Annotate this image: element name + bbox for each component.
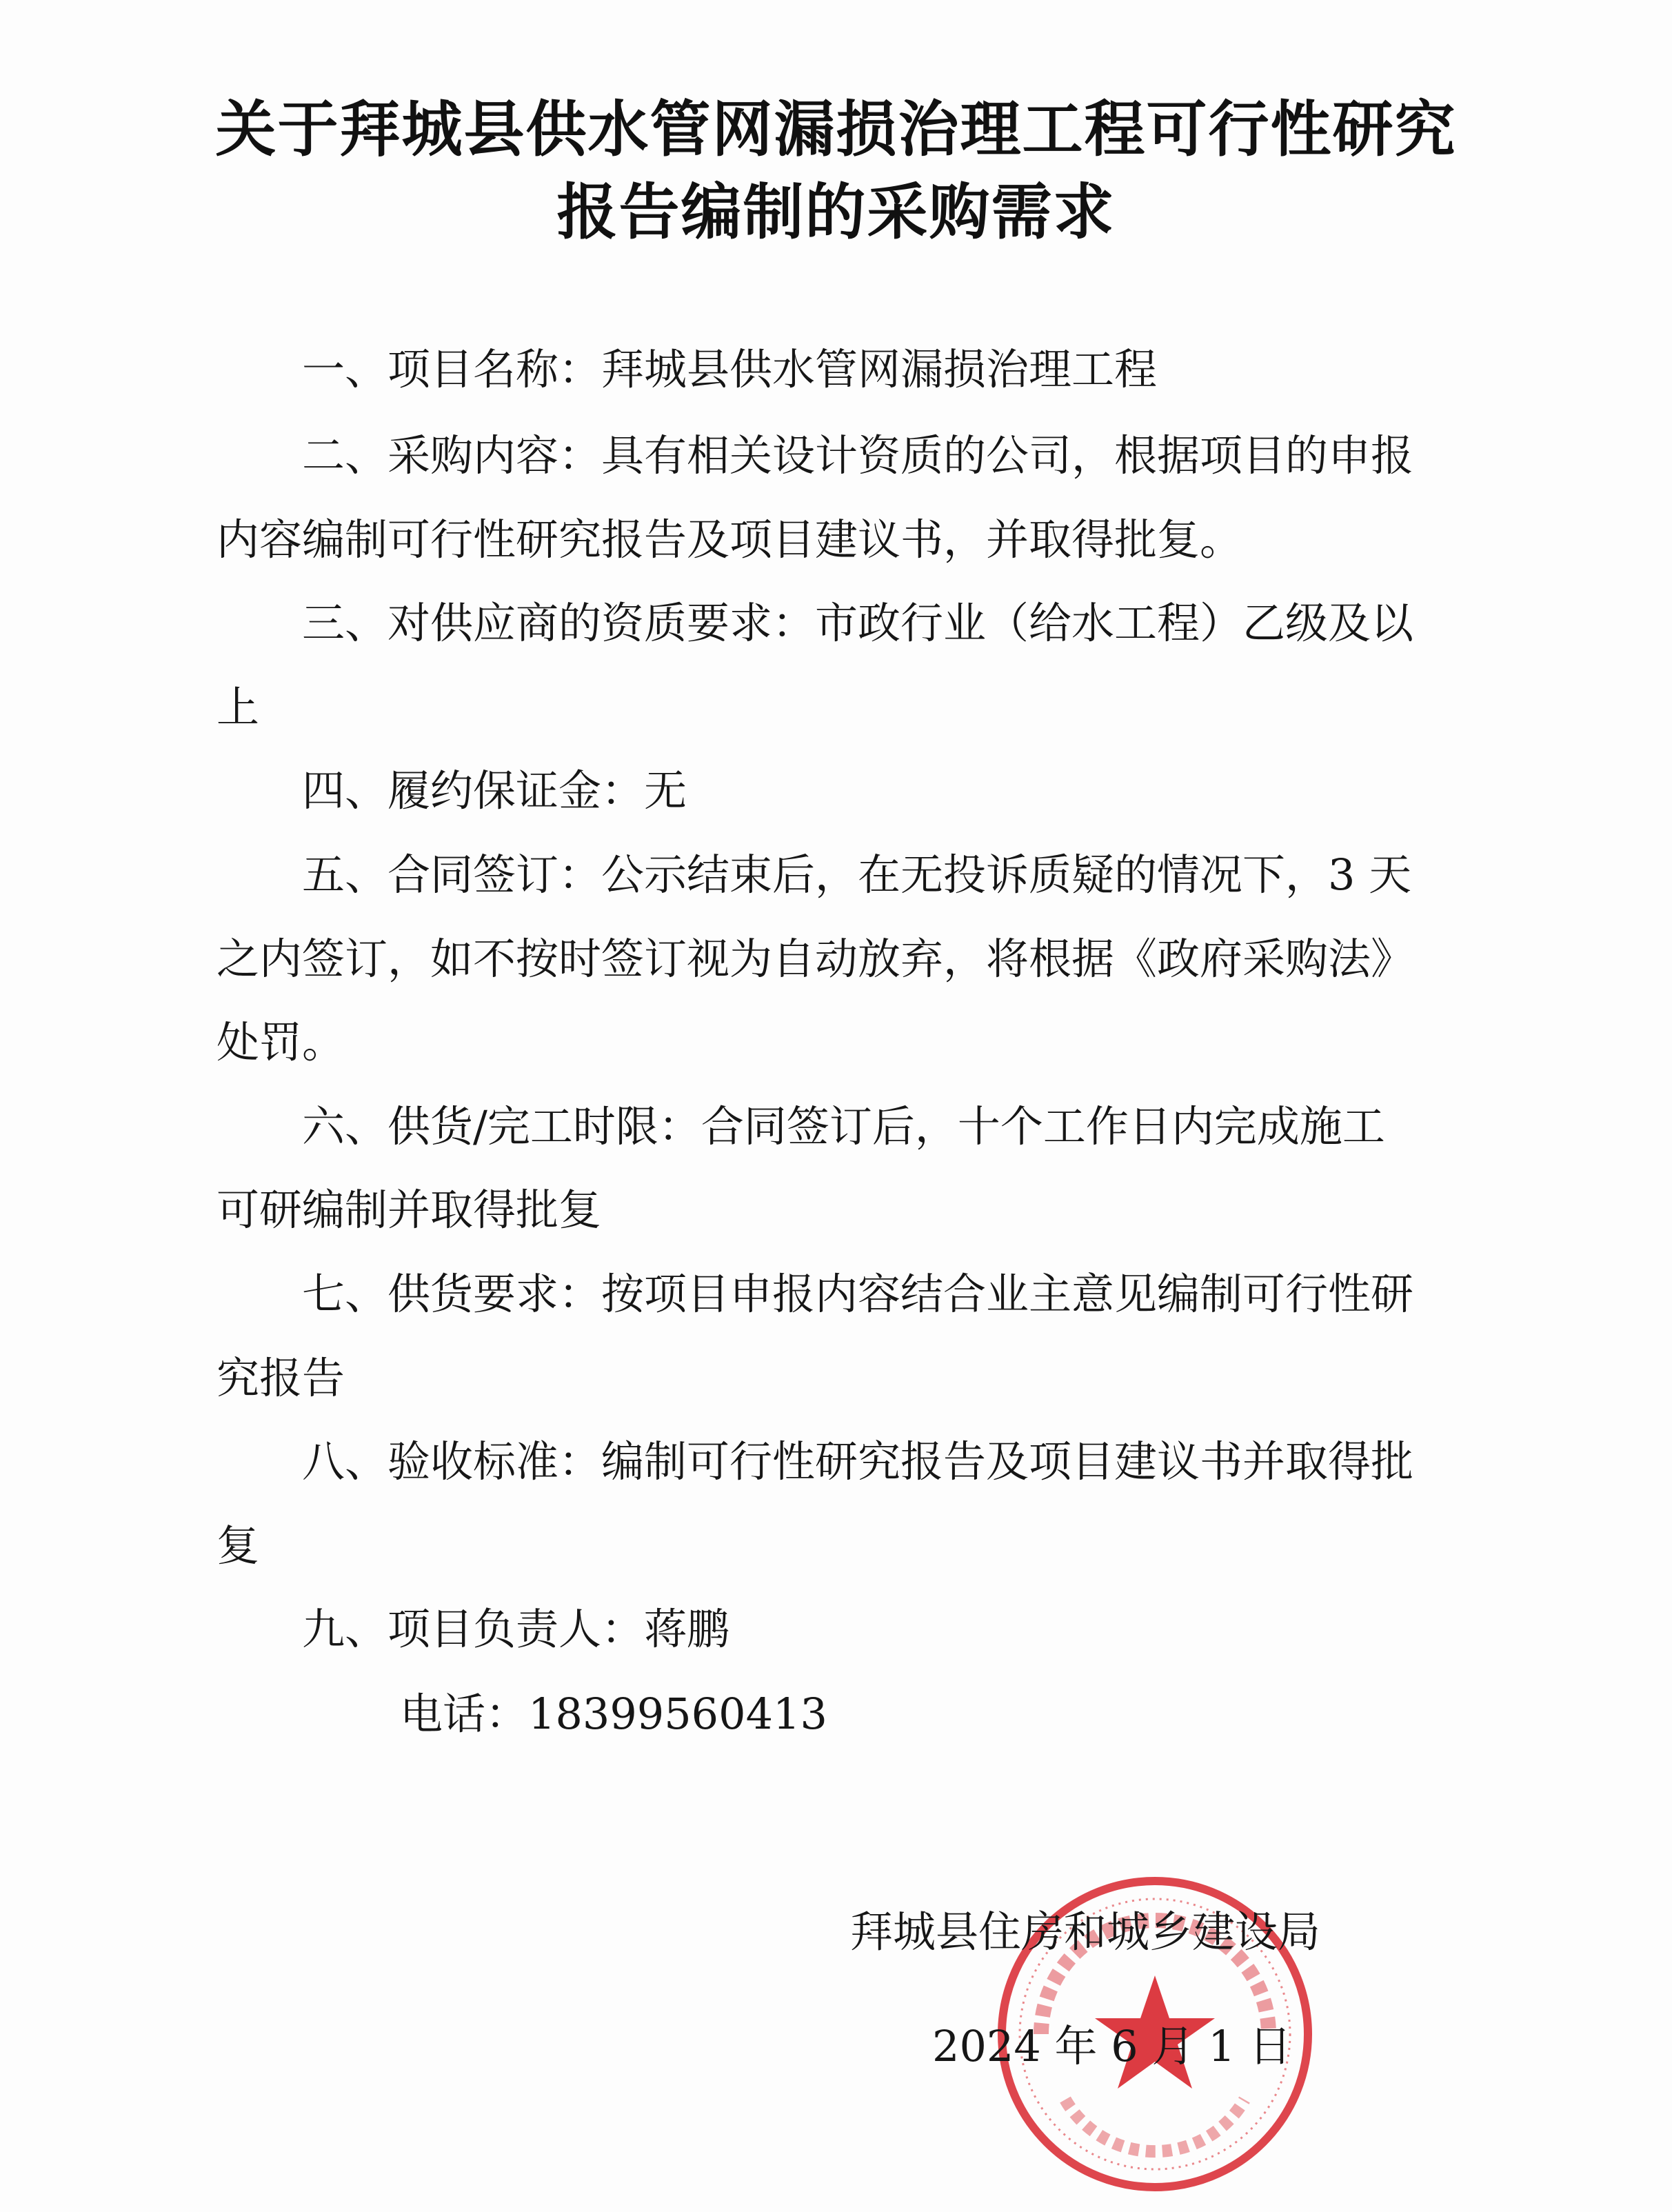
document-title-line-1: 关于拜城县供水管网漏损治理工程可行性研究	[215, 94, 1457, 165]
item-7-requirements: 七、供货要求：按项目申报内容结合业主意见编制可行性研	[302, 1269, 1414, 1319]
item-8-acceptance: 八、验收标准：编制可行性研究报告及项目建议书并取得批	[302, 1436, 1414, 1487]
item-6-deadline: 六、供货/完工时限：合同签订后，十个工作日内完成施工	[302, 1101, 1385, 1152]
item-2-procurement-content-cont: 内容编制可行性研究报告及项目建议书，并取得批复。	[216, 514, 1243, 565]
item-2-procurement-content: 二、采购内容：具有相关设计资质的公司，根据项目的申报	[302, 430, 1414, 481]
item-9-contact-person: 九、项目负责人：蒋鹏	[302, 1604, 730, 1654]
phone-number: 电话：18399560413	[400, 1689, 827, 1739]
issuing-organization: 拜城县住房和城乡建设局	[850, 1907, 1321, 1957]
item-3-qualification: 三、对供应商的资质要求：市政行业（给水工程）乙级及以	[302, 598, 1414, 648]
item-8-acceptance-cont: 复	[216, 1520, 260, 1571]
item-6-deadline-cont: 可研编制并取得批复	[216, 1185, 602, 1235]
item-5-contract-cont-1: 之内签订，如不按时签订视为自动放弃，将根据《政府采购法》	[216, 934, 1414, 984]
item-7-requirements-cont: 究报告	[216, 1353, 345, 1403]
item-5-contract-cont-2: 处罚。	[216, 1017, 345, 1067]
item-4-deposit: 四、履约保证金：无	[302, 765, 687, 816]
issue-date: 2024 年 6 月 1 日	[932, 2021, 1292, 2071]
item-3-qualification-cont: 上	[216, 682, 260, 732]
item-5-contract: 五、合同签订：公示结束后，在无投诉质疑的情况下，3 天	[302, 849, 1412, 900]
seal-text-band-lower	[1065, 2100, 1245, 2151]
item-1-project-name: 一、项目名称：拜城县供水管网漏损治理工程	[302, 344, 1158, 394]
document-title-line-2: 报告编制的采购需求	[556, 177, 1116, 248]
